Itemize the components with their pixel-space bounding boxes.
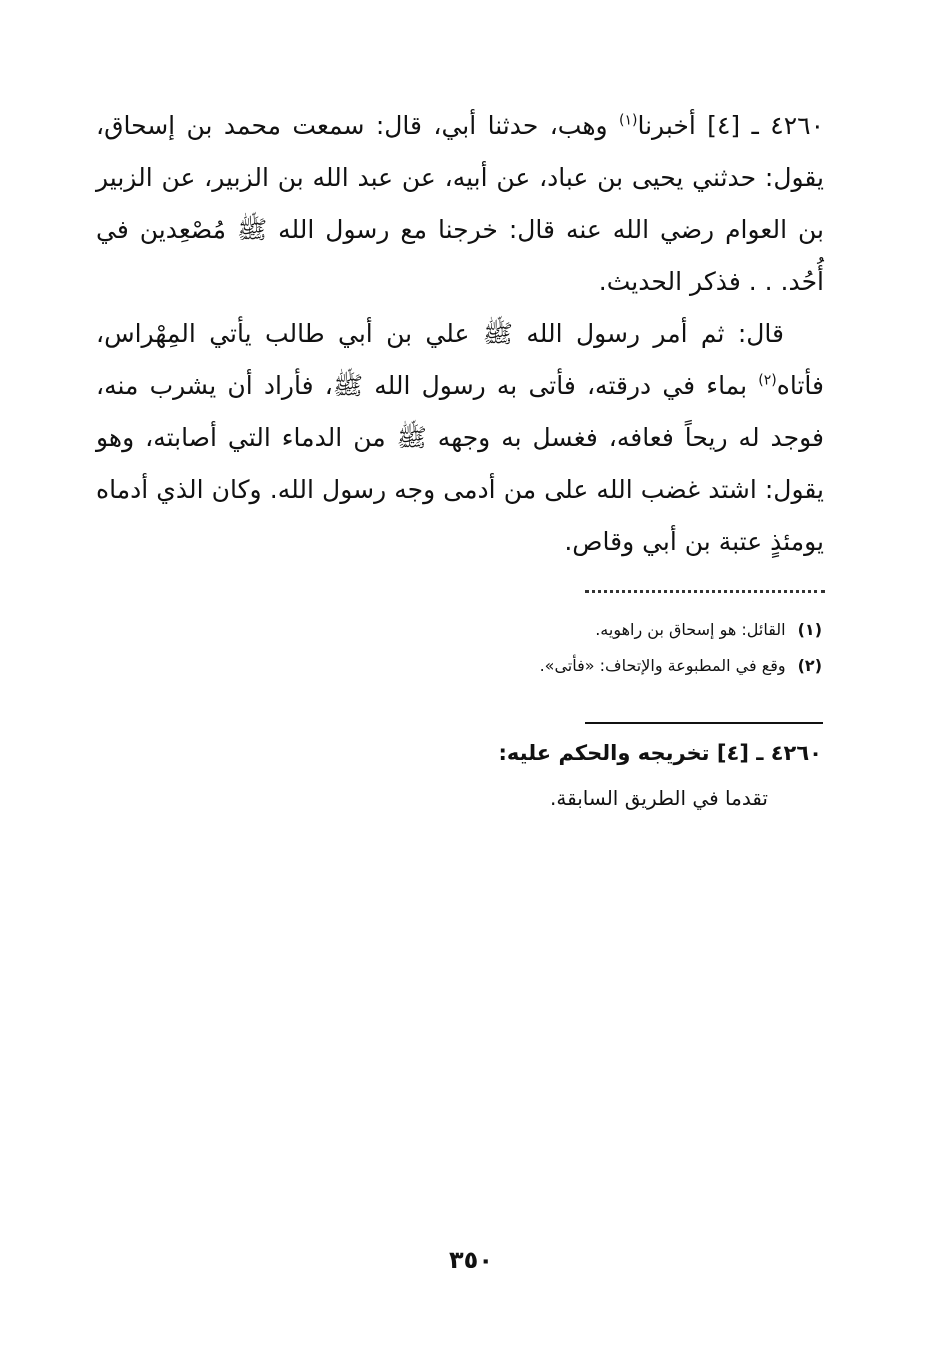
footnote-number: (٢)	[797, 656, 822, 675]
hadith-2-text: بماء في درقته، فأتى به رسول الله ﷺ، فأراد أن يشرب منه، فوجد له ريحاً فعافه، فغسل به وجهه ﷺ من الدماء التي أصابته، وهو يقول: اشتد غضب الله على من أدمى وجه رسول الله. وكان الذي أدماه يومئذٍ عتبة بن أبي وقاص.	[96, 371, 824, 556]
footnote-separator	[585, 590, 825, 595]
footnote-text: القائل: هو إسحاق بن راهويه.	[595, 620, 786, 639]
hadith-paragraph-2	[96, 308, 824, 568]
takhrij-heading: ٤٢٦٠ ـ [٤] تخريجه والحكم عليه:	[498, 741, 822, 765]
footnote-text: وقع في المطبوعة والإتحاف: «فأتى».	[539, 656, 786, 675]
footnotes	[96, 612, 822, 684]
footnote-item	[96, 612, 822, 648]
hadith-1-lead: ٤٢٦٠ ـ [٤] أخبرنا	[637, 111, 824, 140]
section-rule	[585, 722, 823, 724]
page-number: ٣٥٠	[449, 1246, 493, 1274]
footnote-ref-1[interactable]: (١)	[619, 112, 638, 129]
footnote-number: (١)	[797, 620, 822, 639]
footnote-ref-2[interactable]: (٢)	[758, 372, 777, 389]
footnote-item	[96, 648, 822, 684]
hadith-1-text: وهب، حدثنا أبي، قال: سمعت محمد بن إسحاق، يقول: حدثني يحيى بن عباد، عن أبيه، عن عبد الله بن الزبير، عن الزبير بن العوام رضي الله عنه قال: خرجنا مع رسول الله ﷺ مُصْعِدين في أُحُد. . . فذكر الحديث.	[96, 111, 824, 296]
hadith-2-lead: قال: ثم أمر رسول الله ﷺ علي بن أبي طالب يأتي المِهْراس، فأتاه	[96, 319, 824, 400]
hadith-paragraph-1	[96, 100, 824, 308]
takhrij-body: تقدما في الطريق السابقة.	[550, 786, 768, 810]
